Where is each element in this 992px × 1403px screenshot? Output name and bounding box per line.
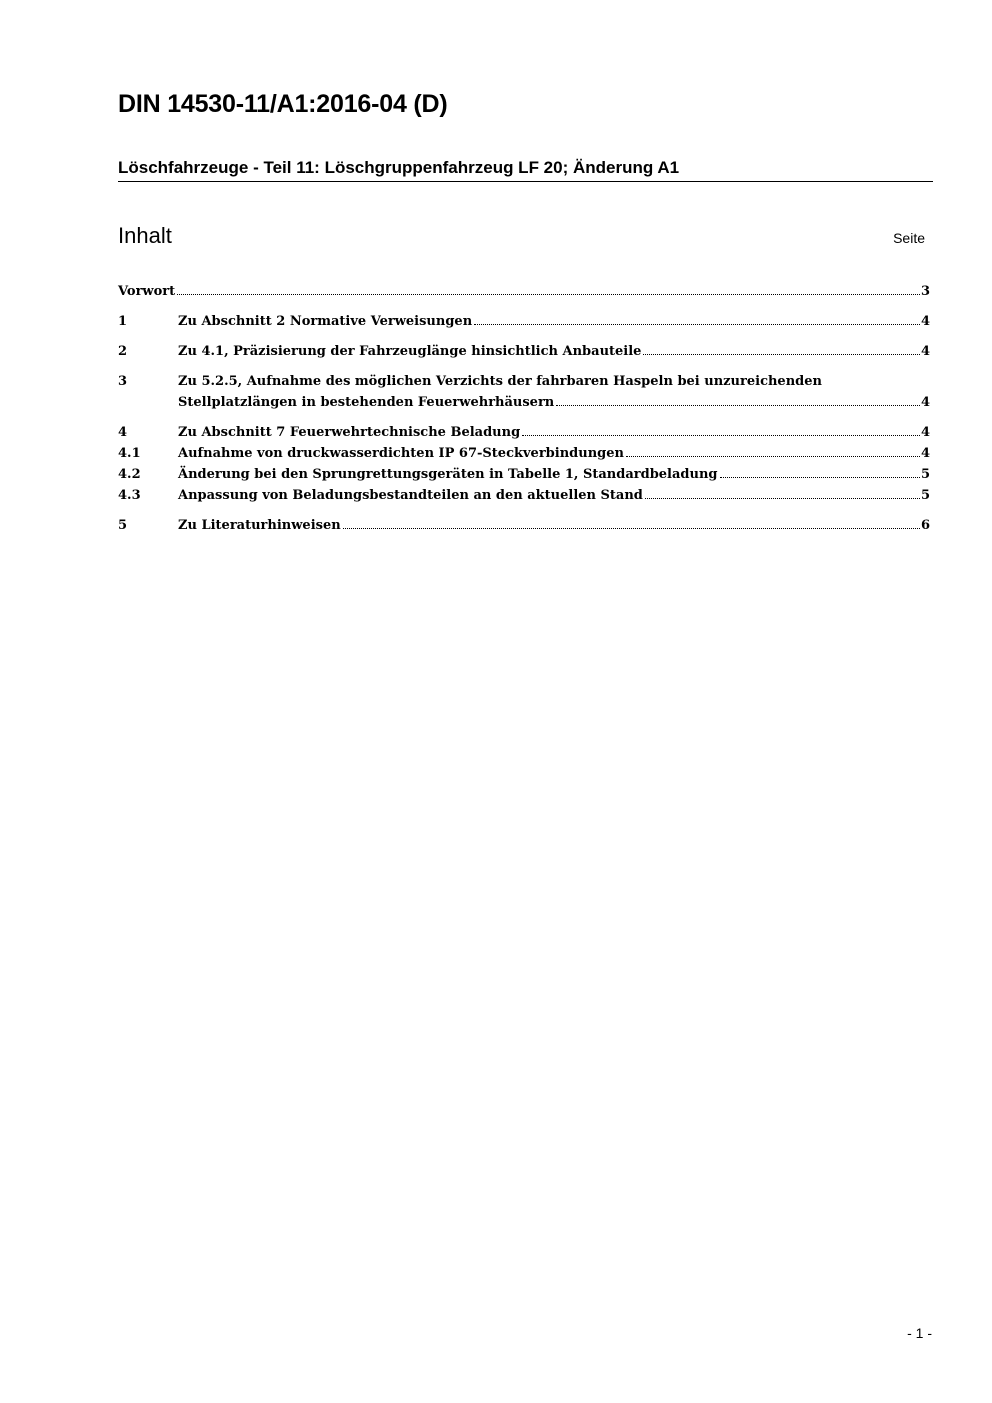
toc-entry-text: Aufnahme von druckwasserdichten IP 67-Steckverbindungen [178, 446, 624, 461]
toc-entry-text: Anpassung von Beladungsbestandteilen an den aktuellen Stand [178, 488, 643, 503]
toc-entry-number: 4 [118, 425, 128, 440]
toc-entry-3[interactable] [118, 371, 930, 413]
toc-leader-dots [645, 498, 920, 499]
toc-entry-number: 3 [118, 374, 128, 389]
page-number: - 1 - [907, 1325, 932, 1341]
toc-entry-number: 1 [118, 314, 128, 329]
toc-entry-page: 4 [920, 425, 930, 440]
toc-entry-4-3[interactable] [118, 485, 930, 506]
table-of-contents [118, 281, 930, 545]
toc-leader-dots [474, 324, 920, 325]
toc-entry-number: 2 [118, 344, 128, 359]
document-title: DIN 14530-11/A1:2016-04 (D) [118, 90, 448, 118]
toc-entry-text: Zu Literaturhinweisen [178, 518, 341, 533]
toc-page-column-label: Seite [893, 230, 925, 246]
toc-heading: Inhalt [118, 223, 172, 248]
toc-entry-page: 4 [920, 314, 930, 329]
toc-entry-4[interactable] [118, 422, 930, 443]
toc-entry-page: 5 [920, 467, 930, 482]
toc-leader-dots [643, 354, 920, 355]
toc-entry-4-1[interactable] [118, 443, 930, 464]
toc-entry-number: 5 [118, 518, 128, 533]
toc-leader-dots [626, 456, 920, 457]
toc-entry-text: Zu Abschnitt 7 Feuerwehrtechnische Beladung [178, 425, 521, 440]
toc-entry-number: 4.2 [118, 467, 141, 482]
toc-entry-1[interactable] [118, 311, 930, 332]
toc-leader-dots [343, 528, 920, 529]
document-subtitle: Löschfahrzeuge - Teil 11: Löschgruppenfahrzeug LF 20; Änderung A1 [118, 158, 933, 182]
toc-entry-page: 4 [920, 344, 930, 359]
toc-entry-text-line1: Zu 5.2.5, Aufnahme des möglichen Verzichts der fahrbaren Haspeln bei unzureichenden [178, 374, 822, 389]
toc-entry-4-2[interactable] [118, 464, 930, 485]
toc-entry-text: Vorwort [118, 284, 176, 299]
toc-entry-page: 6 [920, 518, 930, 533]
toc-leader-dots [522, 435, 920, 436]
toc-leader-dots [556, 405, 920, 406]
toc-entry-page: 5 [920, 488, 930, 503]
toc-entry-page: 4 [920, 446, 930, 461]
toc-entry-text: Zu Abschnitt 2 Normative Verweisungen [178, 314, 473, 329]
toc-entry-text-line2: Stellplatzlängen in bestehenden Feuerwehrhäusern [178, 395, 555, 410]
toc-entry-page: 3 [920, 284, 930, 299]
toc-entry-vorwort[interactable] [118, 281, 930, 302]
toc-entry-number: 4.3 [118, 488, 141, 503]
toc-entry-2[interactable] [118, 341, 930, 362]
toc-entry-text: Änderung bei den Sprungrettungsgeräten in Tabelle 1, Standardbeladung [178, 467, 718, 482]
toc-leader-dots [177, 294, 920, 295]
toc-entry-5[interactable] [118, 515, 930, 536]
toc-entry-text: Zu 4.1, Präzisierung der Fahrzeuglänge hinsichtlich Anbauteile [178, 344, 642, 359]
toc-leader-dots [720, 477, 920, 478]
toc-entry-page: 4 [920, 395, 930, 410]
toc-entry-number: 4.1 [118, 446, 141, 461]
